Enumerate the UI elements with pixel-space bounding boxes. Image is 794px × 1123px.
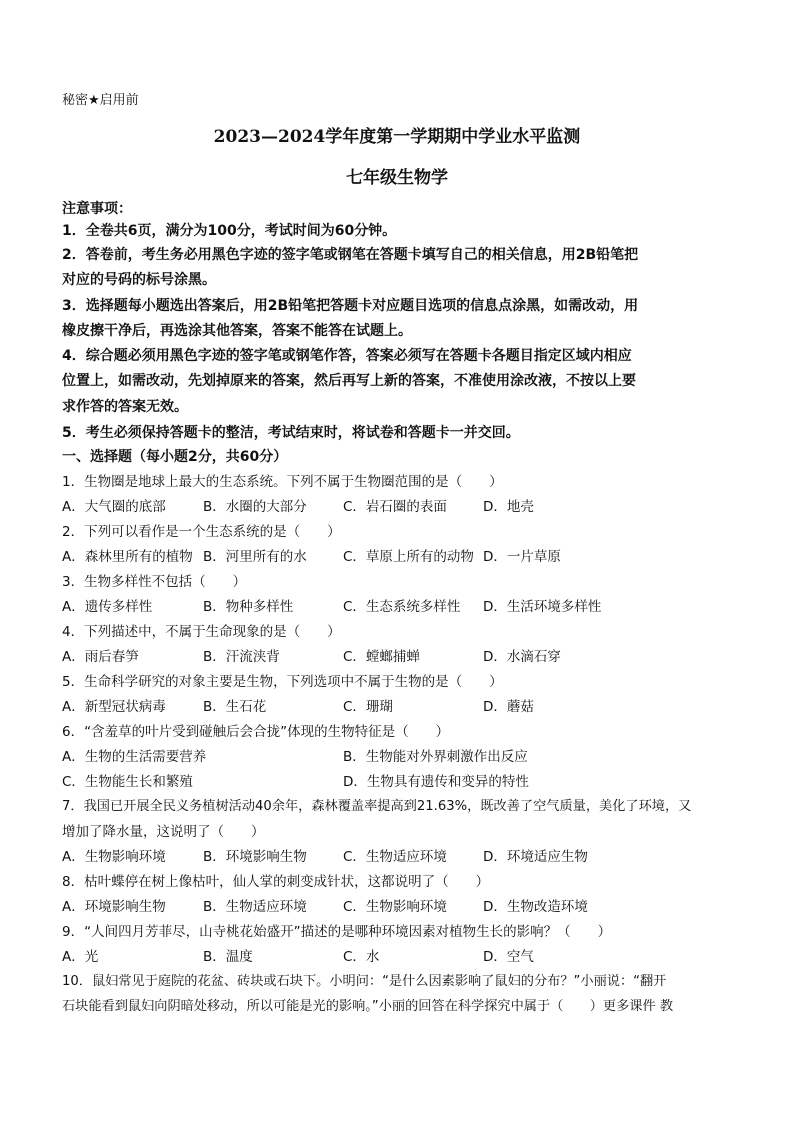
q7-option-a: A．生物影响环境	[62, 849, 166, 865]
q2-option-a: A．森林里所有的植物	[62, 549, 193, 565]
q5-option-d: D．蘑菇	[483, 699, 534, 715]
q4-option-d: D．水滴石穿	[483, 649, 561, 665]
q8-option-d: D．生物改造环境	[483, 899, 588, 915]
q5-option-a: A．新型冠状病毒	[62, 699, 166, 715]
note-3-line1: 3．选择题每小题选出答案后，用2B铅笔把答题卡对应题目选项的信息点涂黑，如需改动，用	[62, 298, 639, 314]
q3-option-d: D．生活环境多样性	[483, 599, 602, 615]
q5-option-c: C．珊瑚	[343, 699, 393, 715]
q4-option-a: A．雨后春笋	[62, 649, 139, 665]
q2-option-b: B．河里所有的水	[203, 549, 307, 565]
q7-option-b: B．环境影响生物	[203, 849, 307, 865]
note-2-line1: 2．答卷前，考生务必用黑色字迹的签字笔或钢笔在答题卡填写自己的相关信息，用2B铅笔把	[62, 247, 639, 263]
secret-label: 秘密★启用前	[62, 93, 139, 108]
note-2-line2: 对应的号码的标号涂黑。	[62, 272, 216, 288]
q6-option-c: C．生物能生长和繁殖	[62, 774, 193, 790]
q4-option-c: C．螳螂捕蝉	[343, 649, 420, 665]
q9-option-a: A．光	[62, 949, 99, 965]
q2-option-c: C．草原上所有的动物	[343, 549, 474, 565]
q3-option-a: A．遗传多样性	[62, 599, 153, 615]
note-5: 5．考生必须保持答题卡的整洁，考试结束时，将试卷和答题卡一并交回。	[62, 425, 520, 441]
q8-option-c: C．生物影响环境	[343, 899, 447, 915]
q7-option-c: C．生物适应环境	[343, 849, 447, 865]
question-10-line1: 10．鼠妇常见于庭院的花盆、砖块或石块下。小明问：“是什么因素影响了鼠妇的分布？”小丽说：“翻开	[62, 974, 667, 989]
q9-option-d: D．空气	[483, 949, 534, 965]
q8-option-a: A．环境影响生物	[62, 899, 166, 915]
question-7-line2: 增加了降水量，这说明了（ ）	[62, 824, 265, 840]
question-6: 6．“含羞草的叶片受到碰触后会合拢”体现的生物特征是（ ）	[62, 724, 450, 740]
q2-option-d: D．一片草原	[483, 549, 561, 565]
note-4-line2: 位置上，如需改动，先划掉原来的答案，然后再写上新的答案，不准使用涂改液，不按以上要	[62, 373, 636, 389]
q7-option-d: D．环境适应生物	[483, 849, 588, 865]
q1-option-b: B．水圈的大部分	[203, 499, 307, 515]
q3-option-c: C．生态系统多样性	[343, 599, 461, 615]
note-4-line3: 求作答的答案无效。	[62, 399, 188, 415]
q3-option-b: B．物种多样性	[203, 599, 294, 615]
section-heading: 一、选择题（每小题2分，共60分）	[62, 449, 288, 465]
q1-option-a: A．大气圈的底部	[62, 499, 166, 515]
q5-option-b: B．生石花	[203, 699, 267, 715]
question-7-line1: 7．我国已开展全民义务植树活动40余年，森林覆盖率提高到21.63%，既改善了空气质量，美化了环境，又	[62, 799, 692, 814]
question-9: 9．“人间四月芳菲尽，山寺桃花始盛开”描述的是哪种环境因素对植物生长的影响？（ ）	[62, 924, 612, 940]
question-5: 5．生命科学研究的对象主要是生物，下列选项中不属于生物的是（ ）	[62, 674, 503, 690]
question-10-line2: 石块能看到鼠妇向阴暗处移动，所以可能是光的影响。”小丽的回答在科学探究中属于（ ）更多课件 教	[62, 999, 674, 1014]
exam-subtitle: 七年级生物学	[346, 168, 448, 188]
notes-heading: 注意事项：	[62, 201, 132, 217]
q9-option-b: B．温度	[203, 949, 253, 965]
q9-option-c: C．水	[343, 949, 380, 965]
question-8: 8．枯叶蝶停在树上像枯叶，仙人掌的刺变成针状，这都说明了（ ）	[62, 874, 490, 890]
question-1: 1．生物圈是地球上最大的生态系统。下列不属于生物圈范围的是（ ）	[62, 474, 503, 490]
note-3-line2: 橡皮擦干净后，再选涂其他答案，答案不能答在试题上。	[62, 323, 412, 339]
q4-option-b: B．汗流浃背	[203, 649, 280, 665]
question-3: 3．生物多样性不包括（ ）	[62, 574, 247, 590]
q6-option-a: A．生物的生活需要营养	[62, 749, 207, 765]
q1-option-d: D．地壳	[483, 499, 534, 515]
question-4: 4．下列描述中，不属于生命现象的是（ ）	[62, 624, 341, 640]
q1-option-c: C．岩石圈的表面	[343, 499, 447, 515]
note-1: 1．全卷共6页，满分为100分，考试时间为60分钟。	[62, 223, 397, 239]
q6-option-d: D．生物具有遗传和变异的特性	[343, 774, 529, 790]
question-2: 2．下列可以看作是一个生态系统的是（ ）	[62, 524, 341, 540]
q6-option-b: B．生物能对外界刺激作出反应	[343, 749, 528, 765]
exam-title: 2023—2024学年度第一学期期中学业水平监测	[213, 127, 581, 147]
note-4-line1: 4．综合题必须用黑色字迹的签字笔或钢笔作答，答案必须写在答题卡各题目指定区域内相应	[62, 348, 632, 364]
q8-option-b: B．生物适应环境	[203, 899, 307, 915]
